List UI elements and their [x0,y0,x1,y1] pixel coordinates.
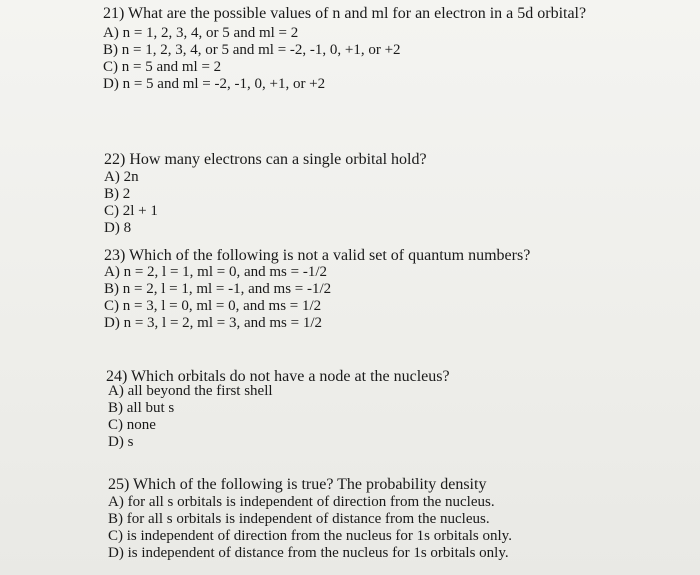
q25-option-d: D) is independent of distance from the nucleus for 1s orbitals only. [108,545,509,561]
q21-option-a: A) n = 1, 2, 3, 4, or 5 and ml = 2 [103,25,299,41]
q24-option-a: A) all beyond the first shell [108,383,273,399]
question-23-stem: 23) Which of the following is not a valid set of quantum numbers? [104,247,531,264]
q22-option-b: B) 2 [104,186,131,202]
q23-option-d: D) n = 3, l = 2, ml = 3, and ms = 1/2 [104,315,322,331]
question-22-stem: 22) How many electrons can a single orbital hold? [104,151,427,168]
q22-option-d: D) 8 [104,220,132,236]
q24-option-b: B) all but s [108,400,175,416]
question-25-stem: 25) Which of the following is true? The probability density [108,476,487,493]
q21-option-c: C) n = 5 and ml = 2 [103,59,222,75]
question-21-stem: 21) What are the possible values of n and ml for an electron in a 5d orbital? [103,5,587,22]
q22-option-c: C) 2l + 1 [104,203,158,219]
q25-option-c: C) is independent of direction from the nucleus for 1s orbitals only. [108,528,512,544]
q21-option-b: B) n = 1, 2, 3, 4, or 5 and ml = -2, -1, 0, +1, or +2 [103,42,401,58]
question-24-stem: 24) Which orbitals do not have a node at the nucleus? [106,368,450,385]
q23-option-c: C) n = 3, l = 0, ml = 0, and ms = 1/2 [104,298,322,314]
q21-option-d: D) n = 5 and ml = -2, -1, 0, +1, or +2 [103,76,326,92]
q25-option-a: A) for all s orbitals is independent of direction from the nucleus. [108,494,495,510]
q23-option-a: A) n = 2, l = 1, ml = 0, and ms = -1/2 [104,264,327,280]
q24-option-c: C) none [108,417,156,433]
q25-option-b: B) for all s orbitals is independent of distance from the nucleus. [108,511,490,527]
q23-option-b: B) n = 2, l = 1, ml = -1, and ms = -1/2 [104,281,332,297]
q24-option-d: D) s [108,434,134,450]
q22-option-a: A) 2n [104,169,139,185]
